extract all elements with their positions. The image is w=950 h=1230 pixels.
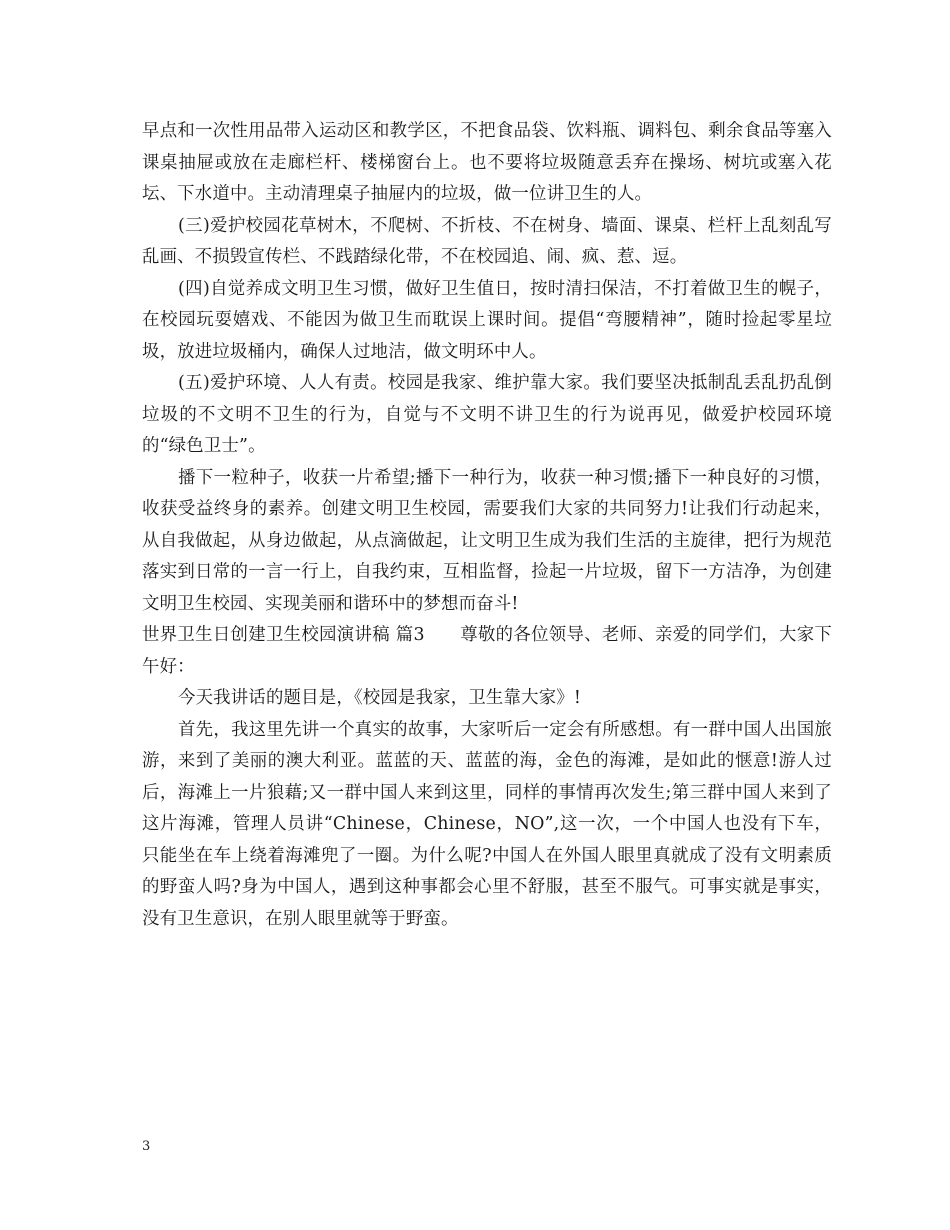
paragraph-continuation: 早点和一次性用品带入运动区和教学区，不把食品袋、饮料瓶、调料包、剩余食品等塞入课桌抽屉或放在走廊栏杆、楼梯窗台上。也不要将垃圾随意丢弃在操场、树坑或塞入花坛、下水道中。主动清理桌子抽屉内的垃圾，做一位讲卫生的人。: [142, 121, 832, 204]
paragraph-speech-topic: 今天我讲话的题目是，《校园是我家，卫生靠大家》!: [178, 688, 582, 708]
document-body: [142, 116, 832, 935]
paragraph-item-three: (三)爱护校园花草树木，不爬树、不折枝、不在树身、墙面、课桌、栏杆上乱刻乱写乱画、不损毁宣传栏、不践踏绿化带，不在校园追、闹、疯、惹、逗。: [142, 215, 832, 267]
paragraph-item-five: (五)爱护环境、人人有责。校园是我家、维护靠大家。我们要坚决抵制乱丢乱扔乱倒垃圾的不文明不卫生的行为，自觉与不文明不讲卫生的行为说再见，做爱护校园环境的“绿色卫士”。: [142, 373, 832, 456]
page-number: 3: [142, 1139, 151, 1154]
paragraph-conclusion: 播下一粒种子，收获一片希望;播下一种行为，收获一种习惯;播下一种良好的习惯，收获受益终身的素养。创建文明卫生校园，需要我们大家的共同努力!让我们行动起来，从自我做起，从身边做起，从点滴做起，让文明卫生成为我们生活的主旋律，把行为规范落实到日常的一言一行上，自我约束，互相监督，捡起一片垃圾，留下一方洁净，为创建文明卫生校园、实现美丽和谐环中的梦想而奋斗!: [142, 467, 832, 614]
paragraph-item-four: (四)自觉养成文明卫生习惯，做好卫生值日，按时清扫保洁，不打着做卫生的幌子，在校园玩耍嬉戏、不能因为做卫生而耽误上课时间。提倡“弯腰精神”，随时捡起零星垃圾，放进垃圾桶内，确保人过地洁，做文明环中人。: [142, 278, 832, 362]
section-heading-speech-3: 世界卫生日创建卫生校园演讲稿 篇3 尊敬的各位领导、老师、亲爱的同学们，大家下午好：: [142, 625, 832, 677]
paragraph-story: 首先，我这里先讲一个真实的故事，大家听后一定会有所感想。有一群中国人出国旅游，来到了美丽的澳大利亚。蓝蓝的天、蓝蓝的海，金色的海滩，是如此的惬意!游人过后，海滩上一片狼藉;又一群中国人来到这里，同样的事情再次发生;第三群中国人来到了这片海滩，管理人员讲“Chinese，Chinese，NO”,这一次，一个中国人也没有下车，只能坐在车上绕着海滩兜了一圈。为什么呢?中国人在外国人眼里真就成了没有文明素质的野蛮人吗?身为中国人，遇到这种事都会心里不舒服，甚至不服气。可事实就是事实，没有卫生意识，在别人眼里就等于野蛮。: [142, 719, 832, 929]
